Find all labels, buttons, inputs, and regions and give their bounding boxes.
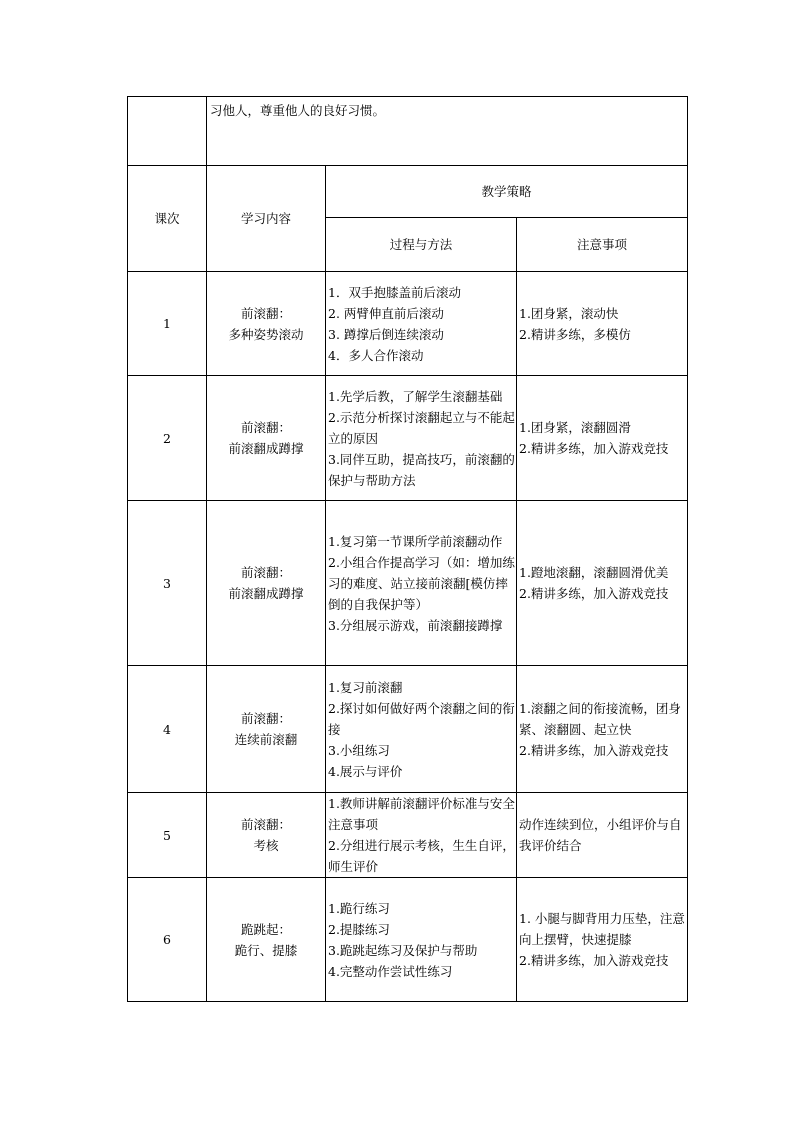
notes (517, 878, 688, 1002)
method-line: 4.展示与评价 (328, 763, 403, 779)
lesson-number: 2 (128, 376, 207, 501)
note-line: 2.精讲多练，加入游戏竞技 (519, 742, 669, 758)
method-line: 2.提膝练习 (328, 921, 390, 937)
intro-text-cell: 习他人，尊重他人的良好习惯。 (207, 97, 688, 166)
note-line: 2.精讲多练，加入游戏竞技 (519, 586, 669, 601)
header-process: 过程与方法 (326, 218, 517, 272)
method-line: 3.跪跳起练习及保护与帮助 (328, 942, 478, 958)
method-line: 4．多人合作滚动 (328, 347, 424, 363)
table-row (128, 666, 688, 793)
content-line: 前滚翻： (240, 420, 291, 435)
header-row-1 (128, 166, 688, 218)
lesson-content (207, 272, 326, 376)
process-method (326, 666, 517, 793)
lesson-number: 4 (128, 666, 207, 793)
notes (517, 376, 688, 501)
method-line: 2. 两臂伸直前后滚动 (328, 305, 444, 321)
note-line: 1.滚翻之间的衔接流畅，团身紧、滚翻圆、起立快 (519, 700, 681, 737)
note-line: 1.团身紧，滚动快 (519, 305, 619, 321)
notes (517, 793, 688, 878)
table-row (128, 501, 688, 666)
method-line: 3.分组展示游戏，前滚翻接蹲撑 (328, 617, 503, 633)
intro-blank-cell (128, 97, 207, 166)
header-lesson: 课次 (128, 166, 207, 272)
table-row (128, 272, 688, 376)
method-line: 3.同伴互助，提高技巧，前滚翻的保护与帮助方法 (328, 451, 515, 488)
header-content: 学习内容 (207, 166, 326, 272)
teaching-plan-table (127, 96, 688, 1002)
notes (517, 272, 688, 376)
lesson-number: 1 (128, 272, 207, 376)
lesson-content (207, 376, 326, 501)
intro-row (128, 97, 688, 166)
method-line: 1.复习前滚翻 (328, 679, 403, 695)
lesson-number: 3 (128, 501, 207, 666)
note-line: 2.精讲多练，加入游戏竞技 (519, 953, 669, 968)
content-line: 前滚翻： (240, 305, 291, 321)
note-line: 动作连续到位，小组评价与自我评价结合 (519, 817, 682, 853)
header-notes: 注意事项 (517, 218, 688, 272)
lesson-number: 6 (128, 878, 207, 1002)
content-line: 前滚翻： (240, 565, 291, 580)
process-method (326, 376, 517, 501)
notes (517, 501, 688, 666)
notes (517, 666, 688, 793)
method-line: 2.示范分析探讨滚翻起立与不能起立的原因 (328, 409, 515, 446)
method-line: 4.完整动作尝试性练习 (328, 963, 453, 979)
table-row (128, 878, 688, 1002)
content-line: 跪跳起： (240, 921, 291, 937)
content-line: 前滚翻成蹲撑 (228, 441, 304, 456)
content-line: 前滚翻： (240, 711, 291, 726)
content-line: 前滚翻成蹲撑 (228, 586, 304, 601)
note-line: 1.蹬地滚翻，滚翻圆滑优美 (519, 565, 669, 580)
content-line: 考核 (253, 838, 279, 853)
process-method (326, 878, 517, 1002)
method-line: 1.教师讲解前滚翻评价标准与安全注意事项 (328, 796, 515, 832)
table-row (128, 376, 688, 501)
method-line: 1.跪行练习 (328, 900, 390, 916)
table-row (128, 793, 688, 878)
method-line: 3. 蹲撑后倒连续滚动 (328, 326, 444, 342)
method-line: 2.探讨如何做好两个滚翻之间的衔接 (328, 700, 515, 737)
note-line: 1.团身紧，滚翻圆滑 (519, 420, 631, 435)
process-method (326, 501, 517, 666)
method-line: 2.小组合作提高学习（如：增加练习的难度、站立接前滚翻[模仿摔倒的自我保护等） (328, 554, 515, 612)
lesson-content (207, 501, 326, 666)
process-method (326, 793, 517, 878)
lesson-content (207, 878, 326, 1002)
note-line: 1. 小腿与脚背用力压垫，注意向上摆臂，快速提膝 (519, 911, 685, 947)
note-line: 2.精讲多练，多模仿 (519, 326, 631, 342)
content-line: 连续前滚翻 (234, 732, 298, 747)
method-line: 3.小组练习 (328, 742, 390, 758)
method-line: 1．双手抱膝盖前后滚动 (328, 284, 461, 300)
process-method (326, 272, 517, 376)
method-line: 1.复习第一节课所学前滚翻动作 (328, 533, 503, 549)
lesson-content (207, 793, 326, 878)
content-line: 多种姿势滚动 (228, 326, 304, 342)
method-line: 1.先学后教，了解学生滚翻基础 (328, 388, 503, 404)
content-line: 跪行、提膝 (234, 942, 298, 958)
note-line: 2.精讲多练，加入游戏竞技 (519, 441, 669, 456)
lesson-content (207, 666, 326, 793)
method-line: 2.分组进行展示考核，生生自评，师生评价 (328, 838, 515, 874)
lesson-number: 5 (128, 793, 207, 878)
header-strategy: 教学策略 (326, 166, 688, 218)
content-line: 前滚翻： (240, 817, 291, 832)
